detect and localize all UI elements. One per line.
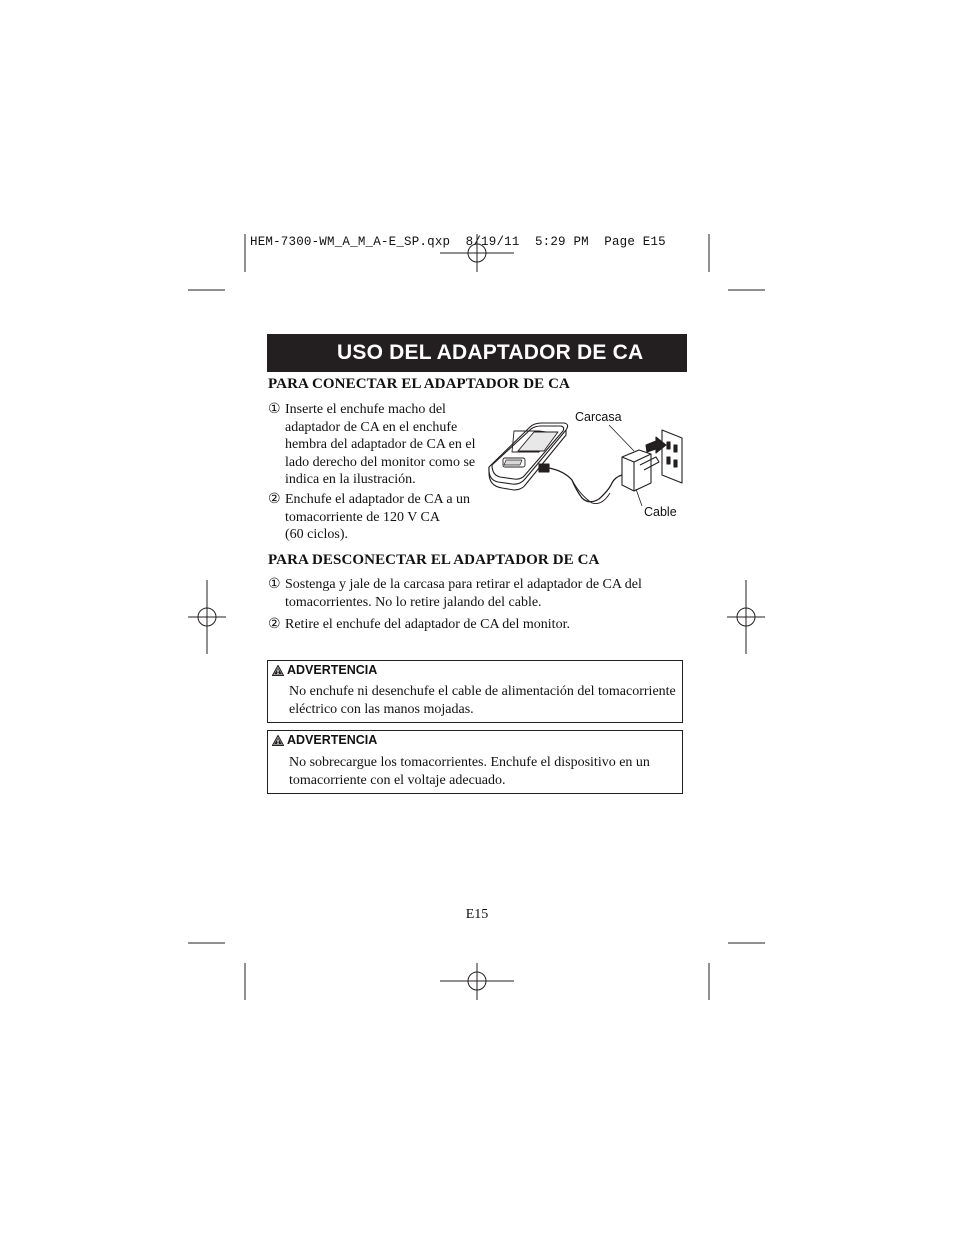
step-text-line: tomacorrientes. No lo retire jalando del cable. (285, 594, 542, 610)
step-text-line: lado derecho del monitor como se (285, 454, 476, 470)
housing-label: Carcasa (575, 410, 622, 424)
page-number: E15 (465, 907, 489, 922)
step-number: ② (268, 492, 281, 507)
warning-box (267, 730, 683, 794)
warning-triangle-icon (272, 665, 284, 676)
registration-mark-left (188, 580, 226, 654)
warning-text-line: No sobrecargue los tomacorrientes. Enchufe el dispositivo en un (289, 755, 650, 770)
step-text-line: Inserte el enchufe macho del (285, 402, 446, 417)
registration-mark-bottom (440, 963, 514, 1000)
cable-label: Cable (644, 505, 677, 519)
step-text-line: (60 ciclos). (285, 527, 348, 542)
dc-plug (539, 464, 549, 472)
step-text-line: hembra del adaptador de CA en el (285, 437, 476, 452)
connect-step-1 (268, 401, 493, 489)
step-text-line: Retire el enchufe del adaptador de CA del monitor. (285, 617, 570, 632)
file-slug-line: HEM-7300-WM_A_M_A-E_SP.qxp 8/19/11 5:29 PM Page E15 (250, 235, 666, 249)
ac-adapter-housing (622, 450, 659, 491)
warning-text (289, 683, 680, 718)
blood-pressure-monitor (489, 423, 568, 490)
warning-box (267, 660, 683, 723)
warning-header (272, 733, 377, 747)
page-title: USO DEL ADAPTADOR DE CA (267, 334, 687, 372)
warning-text-line: eléctrico con las manos mojadas. (289, 701, 474, 717)
step-number: ① (268, 402, 281, 417)
connect-step-2 (268, 491, 493, 544)
registration-mark-top (440, 234, 514, 272)
step-number: ① (268, 577, 281, 592)
wall-outlet (662, 430, 682, 483)
registration-mark-right (727, 580, 765, 654)
cable-callout-line (636, 489, 642, 506)
connect-heading: PARA CONECTAR EL ADAPTADOR DE CA (268, 376, 570, 392)
warning-text (289, 754, 680, 789)
step-number: ② (268, 617, 281, 632)
warning-title: ADVERTENCIA (287, 663, 378, 677)
step-text-line: indica en la ilustración. (285, 472, 416, 487)
warning-text-line: No enchufe ni desenchufe el cable de alimentación del tomacorriente (289, 684, 676, 699)
warning-header (272, 663, 377, 677)
step-text-line: Sostenga y jale de la carcasa para retirar el adaptador de CA del (285, 577, 642, 592)
step-text-line: Enchufe el adaptador de CA a un (285, 492, 471, 507)
housing-callout-line (609, 425, 634, 451)
warning-text-line: tomacorriente con el voltaje adecuado. (289, 772, 506, 788)
disconnect-step-1 (268, 576, 688, 611)
step-text-line: adaptador de CA en el enchufe (285, 419, 458, 435)
disconnect-step-2 (268, 616, 688, 634)
warning-triangle-icon (272, 735, 284, 746)
step-text-line: tomacorriente de 120 V CA (285, 509, 441, 525)
warning-title: ADVERTENCIA (287, 733, 378, 747)
disconnect-heading: PARA DESCONECTAR EL ADAPTADOR DE CA (268, 552, 600, 568)
